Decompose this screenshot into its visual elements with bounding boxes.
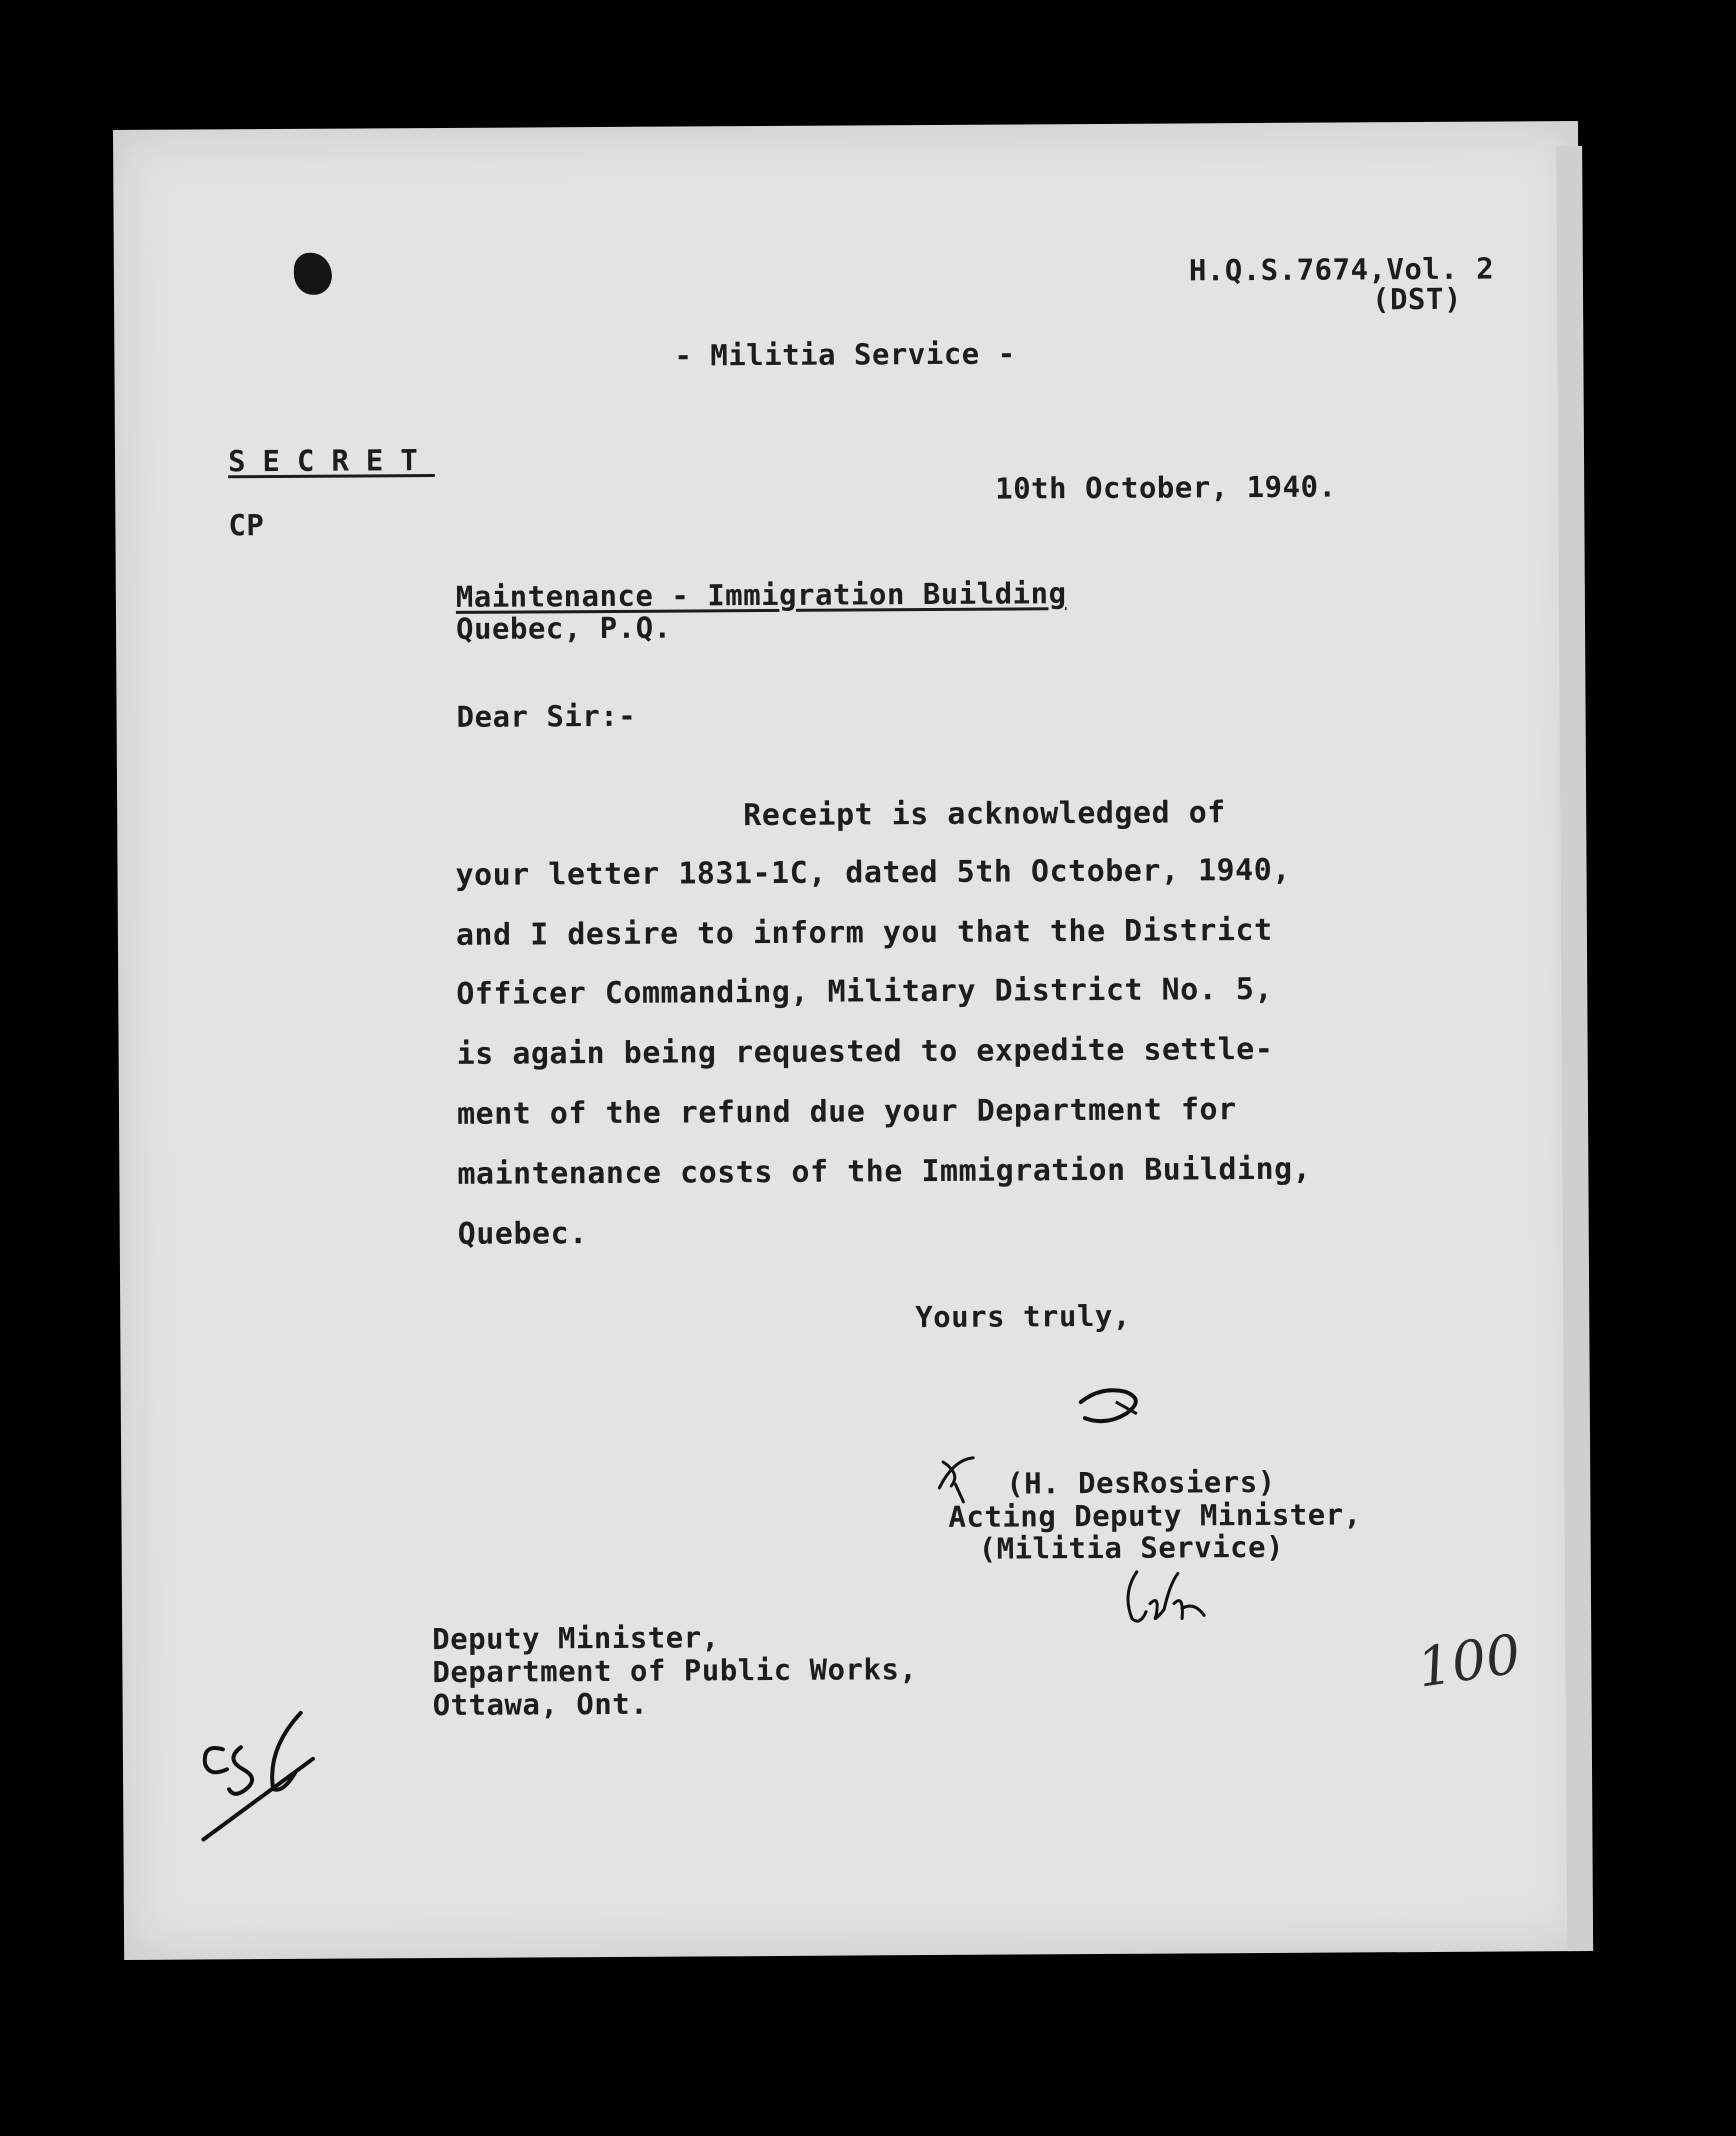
body-line-7: maintenance costs of the Immigration Building, [457,1151,1312,1192]
signatory-name: (H. DesRosiers) [1006,1464,1276,1501]
recipient-line-3: Ottawa, Ont. [432,1686,649,1723]
classification-label: SECRET [227,443,435,479]
initials-cp: CP [228,508,265,543]
handwritten-per-mark [933,1450,993,1514]
letter-date: 10th October, 1940. [995,469,1337,506]
handwritten-page-number [1412,1621,1523,1706]
body-line-5: is again being requested to expedite settle- [456,1031,1274,1072]
body-line-1: Receipt is acknowledged of [743,795,1226,834]
signatory-title: Acting Deputy Minister, [948,1497,1362,1534]
recipient-line-2: Department of Public Works, [432,1652,918,1690]
file-reference: H.Q.S.7674,Vol. 2 [1188,251,1495,288]
body-line-2: your letter 1831-1C, dated 5th October, 1940, [455,852,1291,893]
file-sub-reference: (DST) [1371,281,1462,317]
letter-page [113,121,1589,1960]
body-line-8: Quebec. [457,1216,588,1252]
signatory-service: (Militia Service) [978,1529,1285,1566]
ink-blot [294,253,332,295]
closing: Yours truly, [915,1298,1131,1335]
subject-line: Maintenance - Immigration Building [455,576,1067,614]
salutation: Dear Sir:- [456,698,637,734]
body-line-6: ment of the refund due your Department for [456,1092,1237,1132]
subject-location: Quebec, P.Q. [455,610,672,646]
body-line-3: and I desire to inform you that the District [455,912,1273,953]
handwritten-initial-mark [1071,1384,1151,1448]
handwritten-initials-signature [1112,1563,1222,1638]
service-header: - Militia Service - [674,336,1016,373]
handwritten-file-mark [183,1709,344,1854]
body-line-4: Officer Commanding, Military District No. 5, [456,971,1274,1012]
svg-text:100: 100 [1413,1622,1525,1700]
recipient-line-1: Deputy Minister, [432,1620,720,1657]
